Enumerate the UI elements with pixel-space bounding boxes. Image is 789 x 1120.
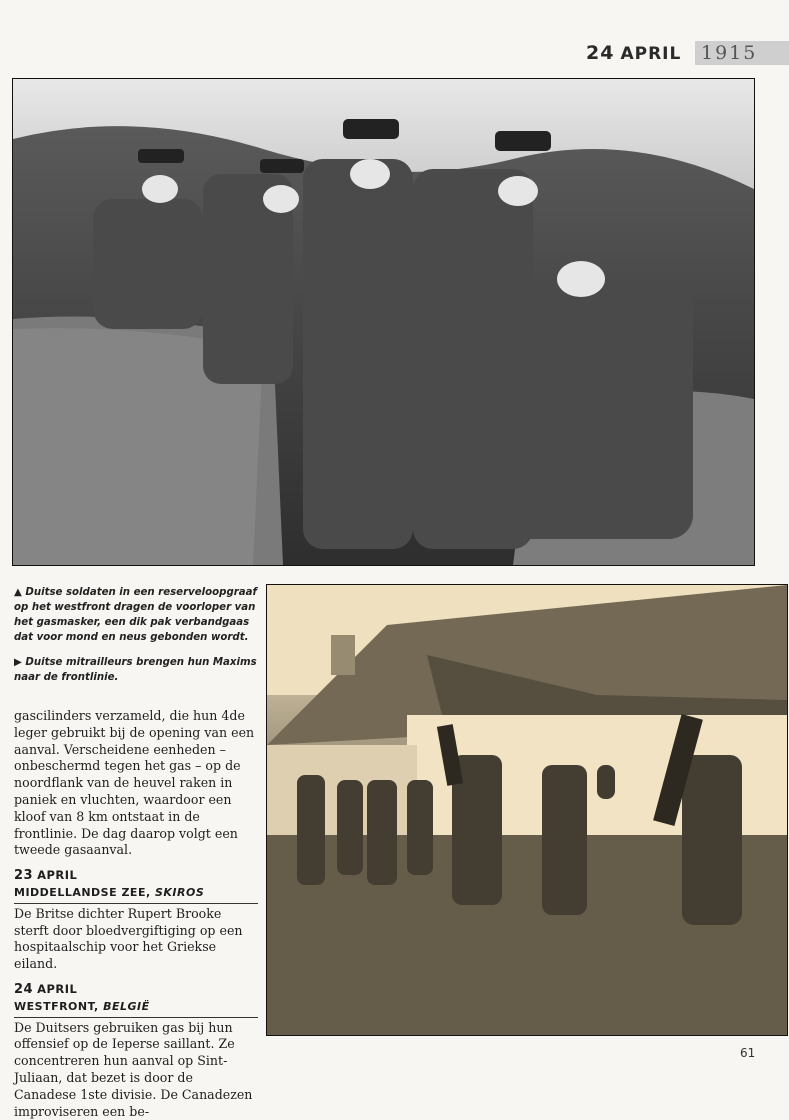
entry-date-2 [14, 981, 258, 999]
entry-2-text: De Duitsers gebruiken gas bij hun offensief op de Ieperse saillant. Ze concentreren hun aanval op Sint-Juliaan, dat bezet is door de Canadese 1ste divisie. De Canadezen improviseren een be- [14, 1019, 253, 1119]
entry-date-1 [14, 867, 258, 885]
entry-2-region: WESTFRONT, [14, 999, 99, 1013]
entry-1-month: APRIL [37, 868, 78, 883]
header-month: APRIL [620, 44, 682, 64]
header-day: 24 [586, 42, 615, 64]
photo-captions [14, 585, 258, 695]
trench-soldiers-photo [12, 78, 755, 566]
entry-2-month: APRIL [37, 981, 78, 996]
machine-gun-photo-caption: ▶ Duitse mitrailleurs brengen hun Maxims naar de frontlinie. [14, 657, 257, 683]
entry-place-1 [14, 885, 258, 904]
body-text-column [14, 708, 258, 1120]
machine-gunners-illustration [267, 585, 787, 1035]
machine-gunners-photo [266, 584, 788, 1036]
entry-2-place: BELGIË [103, 999, 150, 1013]
entry-1-region: MIDDELLANDSE ZEE, [14, 885, 151, 899]
trench-photo-caption: ▲ Duitse soldaten in een reserveloopgraaf op het westfront dragen de voorloper van het gasmasker, een dik pak verbandgaas dat voor mond en neus gebonden wordt. [14, 587, 257, 643]
entry-1-day: 23 [14, 868, 34, 884]
entry-place-2 [14, 999, 258, 1018]
page-number: 61 [740, 1046, 756, 1060]
entry-2-day: 24 [14, 981, 34, 997]
entry-1-text: De Britse dichter Rupert Brooke sterft door bloedvergiftiging op een hospitaalschip voor het Griekse eiland. [14, 905, 243, 972]
entry-1-place: SKIROS [154, 885, 205, 899]
continuation-paragraph: gascilinders verzameld, die hun 4de leger gebruikt bij de opening van een aanval. Verscheidene eenheden – onbeschermd tegen het gas – op de noordflank van de heuvel raken in paniek en vluchten, waardoor een kloof van 8 km ontstaat in de frontlinie. De dag daarop volgt een tweede gasaanval. [14, 708, 255, 858]
running-header-date [586, 42, 681, 64]
trench-soldiers-illustration [13, 79, 754, 565]
header-year: 1915 [695, 41, 789, 65]
